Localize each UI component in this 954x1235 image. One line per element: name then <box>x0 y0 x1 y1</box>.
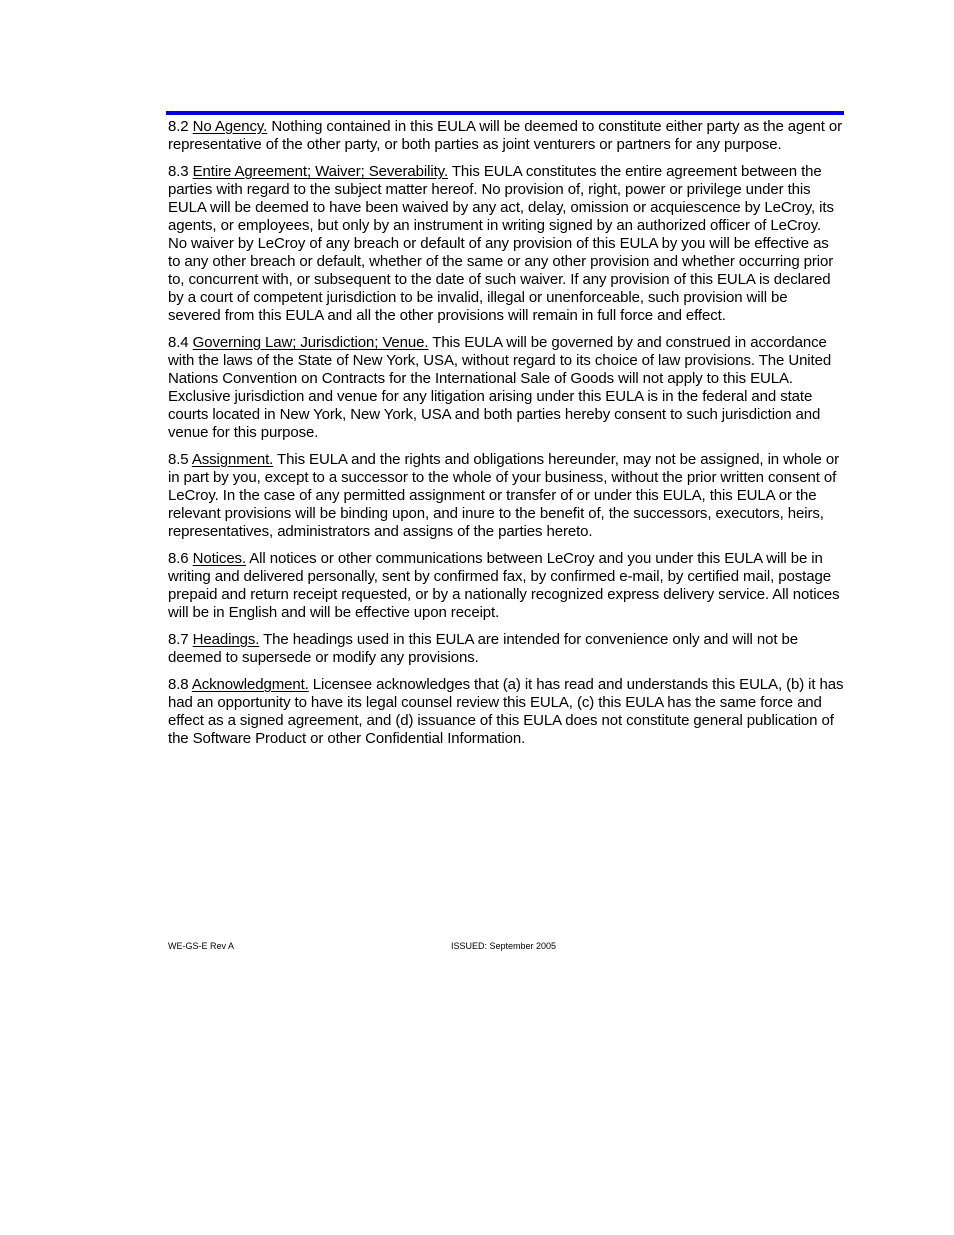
section-text: All notices or other communications between LeCroy and you under this EULA will be in writing and delivered personally, sent by confirmed fax, by confirmed e-mail, by certified mail, postage prepaid and return receipt requested, or by a nationally recognized express delivery service. All notices will be in English and will be effective upon receipt. <box>168 550 840 621</box>
section-number: 8.7 <box>168 631 189 648</box>
section-text: Nothing contained in this EULA will be deemed to constitute either party as the agent or representative of the other party, or both parties as joint venturers or partners for any purpose. <box>168 118 843 153</box>
section-8-3 <box>168 163 844 325</box>
section-text: Licensee acknowledges that (a) it has read and understands this EULA, (b) it has had an opportunity to have its legal counsel review this EULA, (c) this EULA has the same force and effect as a signed agreement, and (d) issuance of this EULA does not constitute general publication of the Software Product or other Confidential Information. <box>168 676 844 747</box>
section-8-4 <box>168 334 844 442</box>
header-rule <box>166 111 844 115</box>
section-heading: Headings. <box>192 631 260 648</box>
section-number: 8.4 <box>168 334 189 351</box>
section-number: 8.5 <box>168 451 189 468</box>
section-text: This EULA constitutes the entire agreement between the parties with regard to the subject matter hereof. No provision of, right, power or privilege under this EULA will be deemed to have been waived by any act, delay, omission or acquiescence by LeCroy, its agents, or employees, but only by an instrument in writing signed by an authorized officer of LeCroy. No waiver by LeCroy of any breach or default of any provision of this EULA by you will be effective as to any other breach or default, whether of the same or any other provision and whether occurring prior to, concurrent with, or subsequent to the date of such waiver. If any provision of this EULA is declared by a court of competent jurisdiction to be invalid, illegal or unenforceable, such provision will be severed from this EULA and all the other provisions will remain in full force and effect. <box>168 163 834 324</box>
section-text: This EULA and the rights and obligations hereunder, may not be assigned, in whole or in part by you, except to a successor to the whole of your business, without the prior written consent of LeCroy. In the case of any permitted assignment or transfer of or under this EULA, this EULA or the relevant provisions will be binding upon, and inure to the benefit of, the successors, executors, heirs, representatives, administrators and assigns of the parties hereto. <box>168 451 840 540</box>
section-8-7 <box>168 631 844 667</box>
section-8-5 <box>168 451 844 541</box>
section-number: 8.2 <box>168 118 189 135</box>
section-heading: Entire Agreement; Waiver; Severability. <box>192 163 449 180</box>
section-heading: Acknowledgment. <box>191 676 309 693</box>
section-number: 8.3 <box>168 163 189 180</box>
section-number: 8.6 <box>168 550 189 567</box>
section-heading: Assignment. <box>191 451 274 468</box>
section-8-8 <box>168 676 844 748</box>
footer-issued-date: ISSUED: September 2005 <box>451 941 557 951</box>
footer-doc-id: WE-GS-E Rev A <box>168 941 235 951</box>
section-8-6 <box>168 550 844 622</box>
section-heading: No Agency. <box>192 118 268 135</box>
section-heading: Governing Law; Jurisdiction; Venue. <box>192 334 429 351</box>
section-text: This EULA will be governed by and construed in accordance with the laws of the State of New York, USA, without regard to its choice of law provisions. The United Nations Convention on Contracts for the International Sale of Goods will not apply to this EULA. Exclusive jurisdiction and venue for any litigation arising under this EULA is in the federal and state courts located in New York, New York, USA and both parties hereby consent to such jurisdiction and venue for this purpose. <box>168 334 832 441</box>
eula-body <box>168 118 844 757</box>
section-8-2 <box>168 118 844 154</box>
section-text: The headings used in this EULA are intended for convenience only and will not be deemed to supersede or modify any provisions. <box>168 631 798 666</box>
section-number: 8.8 <box>168 676 189 693</box>
section-heading: Notices. <box>192 550 247 567</box>
